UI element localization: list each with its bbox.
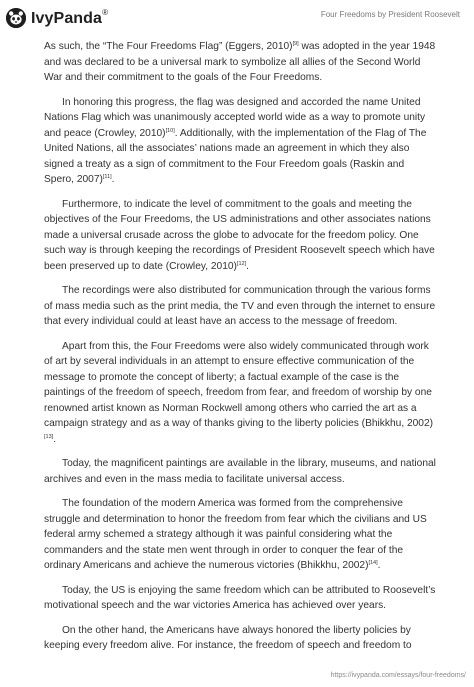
logo-wordmark: IvyPanda® (31, 8, 109, 27)
document-title: Four Freedoms by President Roosevelt (320, 10, 460, 19)
paragraph: Today, the US is enjoying the same freedom which can be attributed to Roosevelt’s motivational speech and the war victories America has achieved over years. (44, 584, 436, 611)
essay-body (44, 39, 436, 663)
paragraph: On the other hand, the Americans have always honored the liberty policies by keeping every freedom alive. For instance, the freedom of speech and freedom to (44, 624, 412, 651)
page-header (0, 0, 474, 36)
paragraph: Apart from this, the Four Freedoms were also widely communicated through work of art by several individuals in an attempt to ensure effective communication of the message to promote the concept of liberty; a factual example of the case is the paintings of the freedom of speech, freedom from fear, and freedom of worship by one renowned artist known as Norman Rockwell among others who carried the art as a campaign strategy and as a way of thanks giving to the liberty policies (Bhikkhu, 2002)[13]. (44, 340, 434, 445)
paragraph: In honoring this progress, the flag was designed and accorded the name United Nations Flag which was unanimously accepted world wide as a way to promote unity and peace (Crowley, 2010)[10]. Additionally, with the implementation of the Flag of The United Nations, all the associates’ nations made an agreement in which they also signed a treaty as a sign of commitment to the Four Freedom goals (Raskin and Spero, 2007)[11]. (44, 96, 427, 185)
panda-icon (6, 8, 26, 28)
paragraph: As such, the “The Four Freedoms Flag” (Eggers, 2010)[9] was adopted in the year 1948 and was declared to be a universal mark to symbolize all allies of the Second World War and their commitment to the goals of the Four Freedoms. (44, 41, 436, 83)
citation-ref: [10] (165, 127, 175, 134)
paragraph: The foundation of the modern America was formed from the comprehensive struggle and determination to honor the freedom from fear which the civilians and US federal army schemed a strategy although it was painful considering what the commanders and the state men went through in order to conquer the fear of the ordinary Americans and achieve the numerous victories (Bhikkhu, 2002)[14]. (44, 498, 427, 571)
registered-mark: ® (102, 8, 109, 17)
paragraph: Furthermore, to indicate the level of commitment to the goals and meeting the objectives of the Four Freedoms, the US administrations and other associates nations made a universal crusade across the globe to advocate for the freedom policy. One such way is through keeping the recordings of President Roosevelt speech which have been preserved up to date (Crowley, 2010)[12]. (44, 198, 435, 272)
ivypanda-logo[interactable] (6, 7, 108, 29)
paragraph: The recordings were also distributed for communication through the various forms of mass media such as the print media, the TV and even through the internet to ensure that every individual could at least have an access to the message of freedom. (44, 285, 436, 327)
citation-ref: [12] (236, 260, 247, 267)
citation-ref: [11] (102, 174, 112, 180)
citation-ref: [9] (292, 41, 299, 47)
citation-ref: [13] (44, 433, 54, 440)
paragraph: Today, the magnificent paintings are available in the library, museums, and national archives and even in the mass media to facilitate universal access. (44, 458, 436, 485)
citation-ref: [14] (368, 560, 378, 566)
source-url-link[interactable]: https://ivypanda.com/essays/four-freedoms/ (330, 672, 466, 679)
